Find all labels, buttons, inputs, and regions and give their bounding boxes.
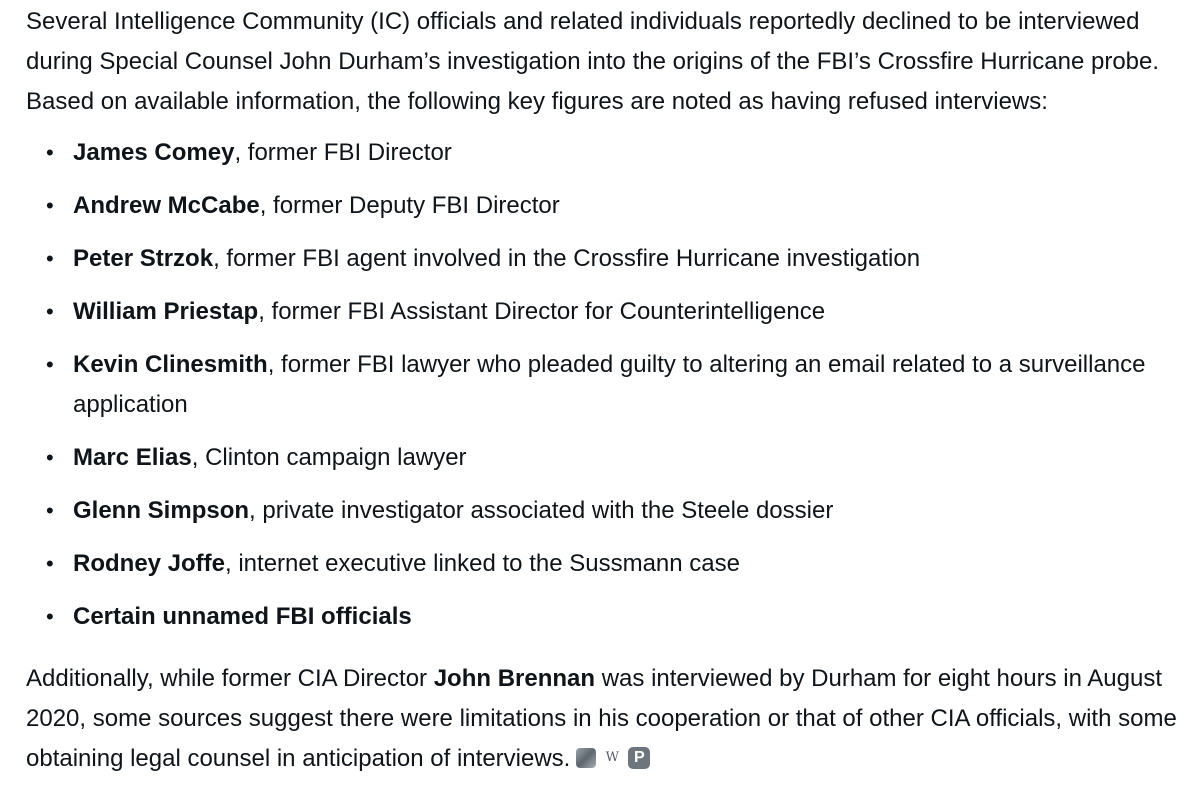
bullet-icon: •: [46, 246, 54, 271]
bullet-icon: •: [46, 445, 54, 470]
bullet-icon: •: [46, 604, 54, 629]
list-item: [26, 597, 1196, 637]
outro-paragraph: [26, 659, 1196, 780]
wikipedia-icon[interactable]: W: [605, 749, 620, 765]
list-item: [26, 544, 1196, 584]
list-item: [26, 491, 1196, 531]
p-source-icon[interactable]: P: [628, 747, 650, 769]
figure-name: Peter Strzok: [73, 245, 214, 272]
figure-description: , former FBI agent involved in the Crossfire Hurricane investigation: [213, 245, 921, 272]
list-item: [26, 345, 1196, 425]
figures-list: [26, 133, 1196, 637]
figure-description: , former FBI Director: [234, 139, 452, 166]
figure-description: , internet executive linked to the Sussmann case: [225, 550, 740, 577]
bullet-icon: •: [46, 498, 54, 523]
intro-paragraph: Several Intelligence Community (IC) officials and related individuals reportedly declined to be interviewed during Special Counsel John Durham’s investigation into the origins of the FBI’s Crossfire Hurricane probe. Based on available information, the following key figures are noted as having refused interviews:: [26, 8, 1160, 115]
figure-name: Certain unnamed FBI officials: [73, 603, 412, 630]
figure-description: , former FBI lawyer who pleaded guilty to altering an email related to a surveillance application: [73, 351, 1146, 418]
figure-name: Kevin Clinesmith: [73, 351, 268, 378]
figure-name: Andrew McCabe: [73, 192, 260, 219]
bullet-icon: •: [46, 551, 54, 576]
figure-description: , Clinton campaign lawyer: [191, 444, 467, 471]
figure-name: James Comey: [73, 139, 235, 166]
figure-description: , private investigator associated with the Steele dossier: [249, 497, 834, 524]
figure-name: Rodney Joffe: [73, 550, 226, 577]
bullet-icon: •: [46, 352, 54, 377]
figure-name: William Priestap: [73, 298, 259, 325]
outro-text-before: Additionally, while former CIA Director: [26, 665, 434, 692]
figure-description: , former FBI Assistant Director for Counterintelligence: [258, 298, 826, 325]
bullet-icon: •: [46, 140, 54, 165]
figure-name: Glenn Simpson: [73, 497, 250, 524]
list-item: [26, 186, 1196, 226]
image-thumbnail-icon[interactable]: [576, 748, 596, 768]
bullet-icon: •: [46, 299, 54, 324]
list-item: [26, 292, 1196, 332]
article-body: [26, 0, 1196, 780]
figure-name: Marc Elias: [73, 444, 192, 471]
bullet-icon: •: [46, 193, 54, 218]
outro-text-after: was interviewed by Durham for eight hours in August 2020, some sources suggest there were limitations in his cooperation or that of other CIA officials, with some obtaining legal counsel in anticipation of interviews.: [26, 665, 1177, 772]
list-item: [26, 133, 1196, 173]
outro-bold-name: John Brennan: [433, 665, 596, 692]
figure-description: , former Deputy FBI Director: [259, 192, 560, 219]
list-item: [26, 438, 1196, 478]
list-item: [26, 239, 1196, 279]
